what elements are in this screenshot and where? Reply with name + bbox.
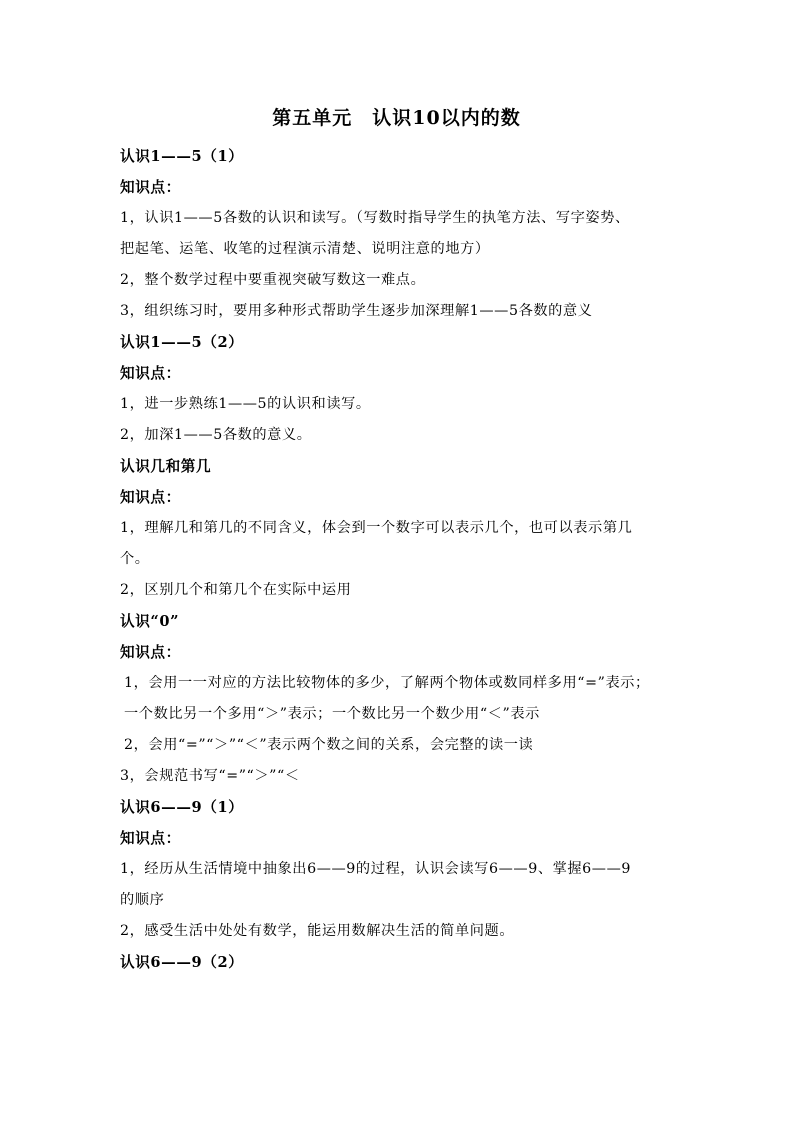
paragraph-line: 1，进一步熟练1——5的认识和读写。 bbox=[120, 396, 371, 412]
paragraph-line: 把起笔、运笔、收笔的过程演示清楚、说明注意的地方） bbox=[120, 241, 490, 257]
section-heading: 认识6——9（2） bbox=[120, 954, 244, 971]
section-heading: 认识6——9（1） bbox=[120, 799, 244, 816]
paragraph-line: 2，加深1——5各数的意义。 bbox=[120, 427, 312, 443]
section-heading: 认识几和第几 bbox=[120, 458, 212, 475]
subsection-heading: 知识点： bbox=[120, 489, 181, 506]
subsection-heading: 知识点： bbox=[120, 365, 181, 382]
paragraph-line: 个。 bbox=[120, 551, 150, 567]
paragraph-line: 2，感受生活中处处有数学，能运用数解决生活的简单问题。 bbox=[120, 923, 515, 939]
paragraph-line: 的顺序 bbox=[120, 892, 165, 908]
section-heading: 认识1——5（1） bbox=[120, 148, 244, 165]
subsection-heading: 知识点： bbox=[120, 179, 181, 196]
paragraph-line: 1，会用一一对应的方法比较物体的多少，了解两个物体或数同样多用“=”表示； bbox=[124, 675, 650, 691]
paragraph-line: 2，整个数学过程中要重视突破写数这一难点。 bbox=[120, 272, 426, 288]
paragraph-line: 1，经历从生活情境中抽象出6——9的过程，认识会读写6——9、掌握6——9 bbox=[120, 861, 632, 877]
subsection-heading: 知识点： bbox=[120, 644, 181, 661]
subsection-heading: 知识点： bbox=[120, 830, 181, 847]
paragraph-line: 3，会规范书写“=”“＞”“＜ bbox=[120, 768, 300, 784]
paragraph-line: 1，理解几和第几的不同含义，体会到一个数字可以表示几个，也可以表示第几 bbox=[120, 520, 633, 536]
section-heading: 认识“0” bbox=[120, 613, 180, 630]
paragraph-line: 1，认识1——5各数的认识和读写。（写数时指导学生的执笔方法、写字姿势、 bbox=[120, 210, 630, 226]
paragraph-line: 2，会用“=”“＞”“＜”表示两个数之间的关系，会完整的读一读 bbox=[124, 737, 534, 753]
section-heading: 认识1——5（2） bbox=[120, 334, 244, 351]
paragraph-line: 2，区别几个和第几个在实际中运用 bbox=[120, 582, 352, 598]
document-body bbox=[120, 141, 680, 978]
paragraph-line: 3，组织练习时，要用多种形式帮助学生逐步加深理解1——5各数的意义 bbox=[120, 303, 593, 319]
paragraph-line: 一个数比另一个多用“＞”表示；一个数比另一个数少用“＜”表示 bbox=[124, 706, 540, 722]
page-title: 第五单元 认识10以内的数 bbox=[272, 107, 521, 129]
